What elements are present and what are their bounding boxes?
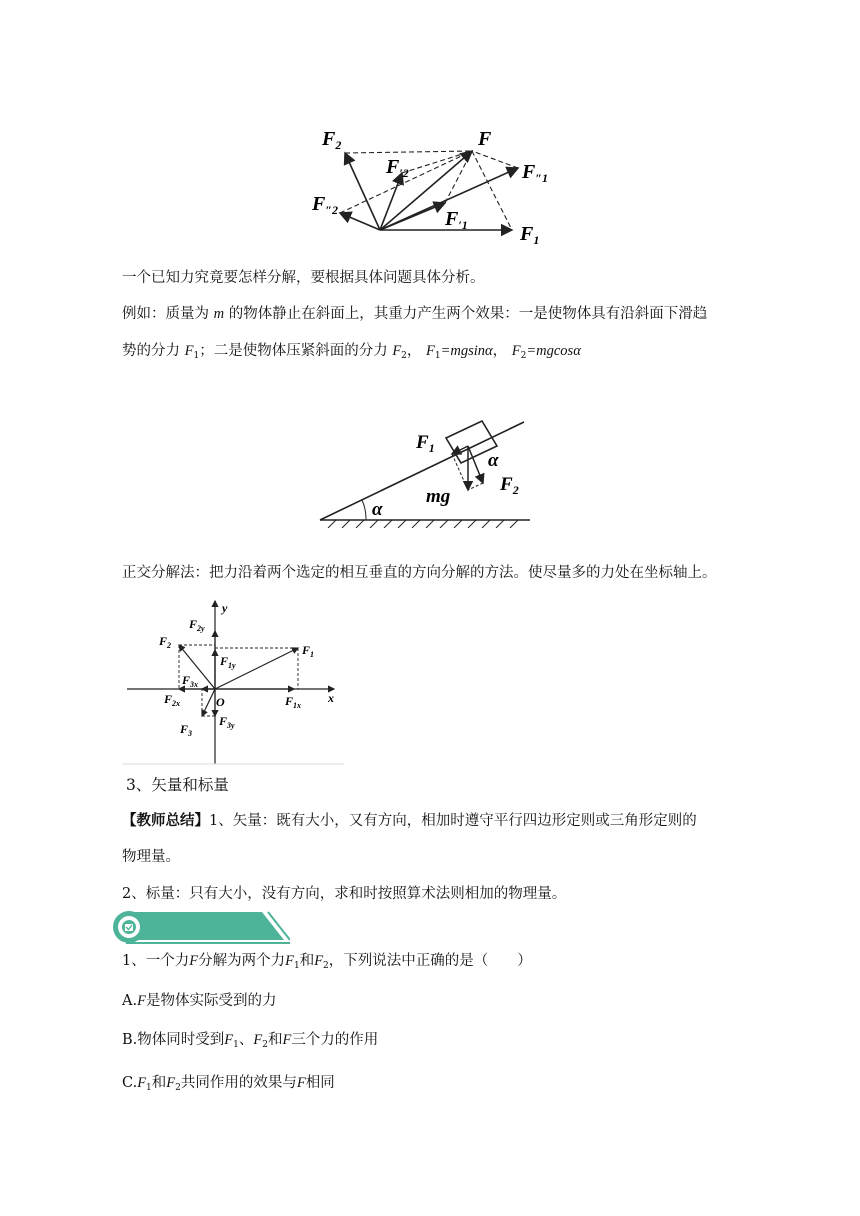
svg-text:F1: $F_1$ [302,643,315,659]
svg-text:F2y: $F_{2y}$ [189,617,205,633]
option-b[interactable]: B.物体同时受到$F_1$、$F_2$和F三个力的作用 [122,1032,379,1050]
label-alpha-incline: α [372,499,383,520]
label-F1: F [416,432,429,453]
formula-f2: =mgcosα [526,343,581,359]
label-x-axis: x [328,691,334,705]
label-F2p: F [386,156,400,178]
label-alpha-angle: α [488,450,499,471]
orthogonal-figure [122,598,344,766]
label-F2x: F [164,692,173,706]
label-F1: F [520,223,534,245]
svg-text:F2: $F_2$ [500,474,519,497]
svg-text:F2: $F_2$ [159,634,172,650]
label-F2: F [322,128,336,150]
label-F2: F [159,634,168,648]
svg-text:F3y: $F_{3y}$ [219,714,235,730]
summary-line-3: 2、标量：只有大小，没有方向，求和时按照算术法则相加的物理量。 [122,886,567,902]
svg-text:F3: $F_3$ [180,722,193,738]
label-F2pp: F [312,193,326,215]
svg-text:F′2: $F_{'2}$ [386,156,409,180]
paragraph-2: 例如：质量为 m 的物体静止在斜面上，其重力产生两个效果：一是使物体具有沿斜面下滑趋 [122,306,708,322]
label-F2y: F [189,617,198,631]
svg-text:F1: $F_1$ [520,223,540,247]
section-heading-3: 3、矢量和标量 [126,776,229,794]
svg-text:F″2: $F_{''2}$ [312,193,338,217]
paragraph-1: 一个已知力究竟要怎样分解，要根据具体问题具体分析。 [122,270,485,286]
label-F: F [478,128,492,150]
label-F2-sub: 2 [335,138,342,152]
svg-text:F1x: $F_{1x}$ [285,694,302,710]
formula-f1: =mgsinα [440,343,493,359]
paragraph-4: 正交分解法：把力沿着两个选定的相互垂直的方向分解的方法。使尽量多的力处在坐标轴上。 [122,565,717,581]
label-F1x: F [285,694,294,708]
svg-text:F2 [321,128,341,152]
label-F3y: F [219,714,228,728]
svg-text:F′1: $F_{'1}$ [445,208,468,232]
decomposition-figure [300,118,560,248]
label-F3: F [180,722,189,736]
incline-figure [316,398,536,528]
svg-text:F3x: $F_{3x}$ [182,673,199,689]
check-badge-icon [113,911,145,943]
summary-bracket: 【教师总结】 [122,812,209,829]
label-y-axis: y [222,601,228,615]
exercise-banner [112,910,290,946]
label-F2: F [500,474,513,495]
label-F1y: F [220,654,229,668]
paragraph-3: 势的分力 $F_1$；二是使物体压紧斜面的分力 $F_2$， $F_1=mgsin\alpha$， $F_2=mgcos\alpha$ [122,343,581,361]
label-mg: mg [426,486,451,507]
label-F1pp: F [522,161,536,183]
svg-text:F1y: $F_{1y}$ [220,654,236,670]
svg-text:F2x: $F_{2x}$ [164,692,181,708]
svg-text:F1: $F_1$ [416,432,435,455]
label-F3x: F [182,673,191,687]
summary-line-2: 物理量。 [122,849,180,865]
label-origin: O [216,695,225,709]
option-c[interactable]: $C.F_1$和$F_2$共同作用的效果与F相同 [122,1075,335,1093]
option-a[interactable]: A.F是物体实际受到的力 [122,993,277,1009]
label-F1p: F [445,208,459,230]
question-1: 1、一个力F分解为两个力$F_1$和$F_2$，下列说法中正确的是（ ） [122,953,532,971]
label-F1: F [302,643,311,657]
svg-text:F″1: $F_{''1}$ [522,161,548,185]
summary-line-1: 【教师总结】1、矢量：既有大小，又有方向，相加时遵守平行四边形定则或三角形定则的 [122,812,697,829]
